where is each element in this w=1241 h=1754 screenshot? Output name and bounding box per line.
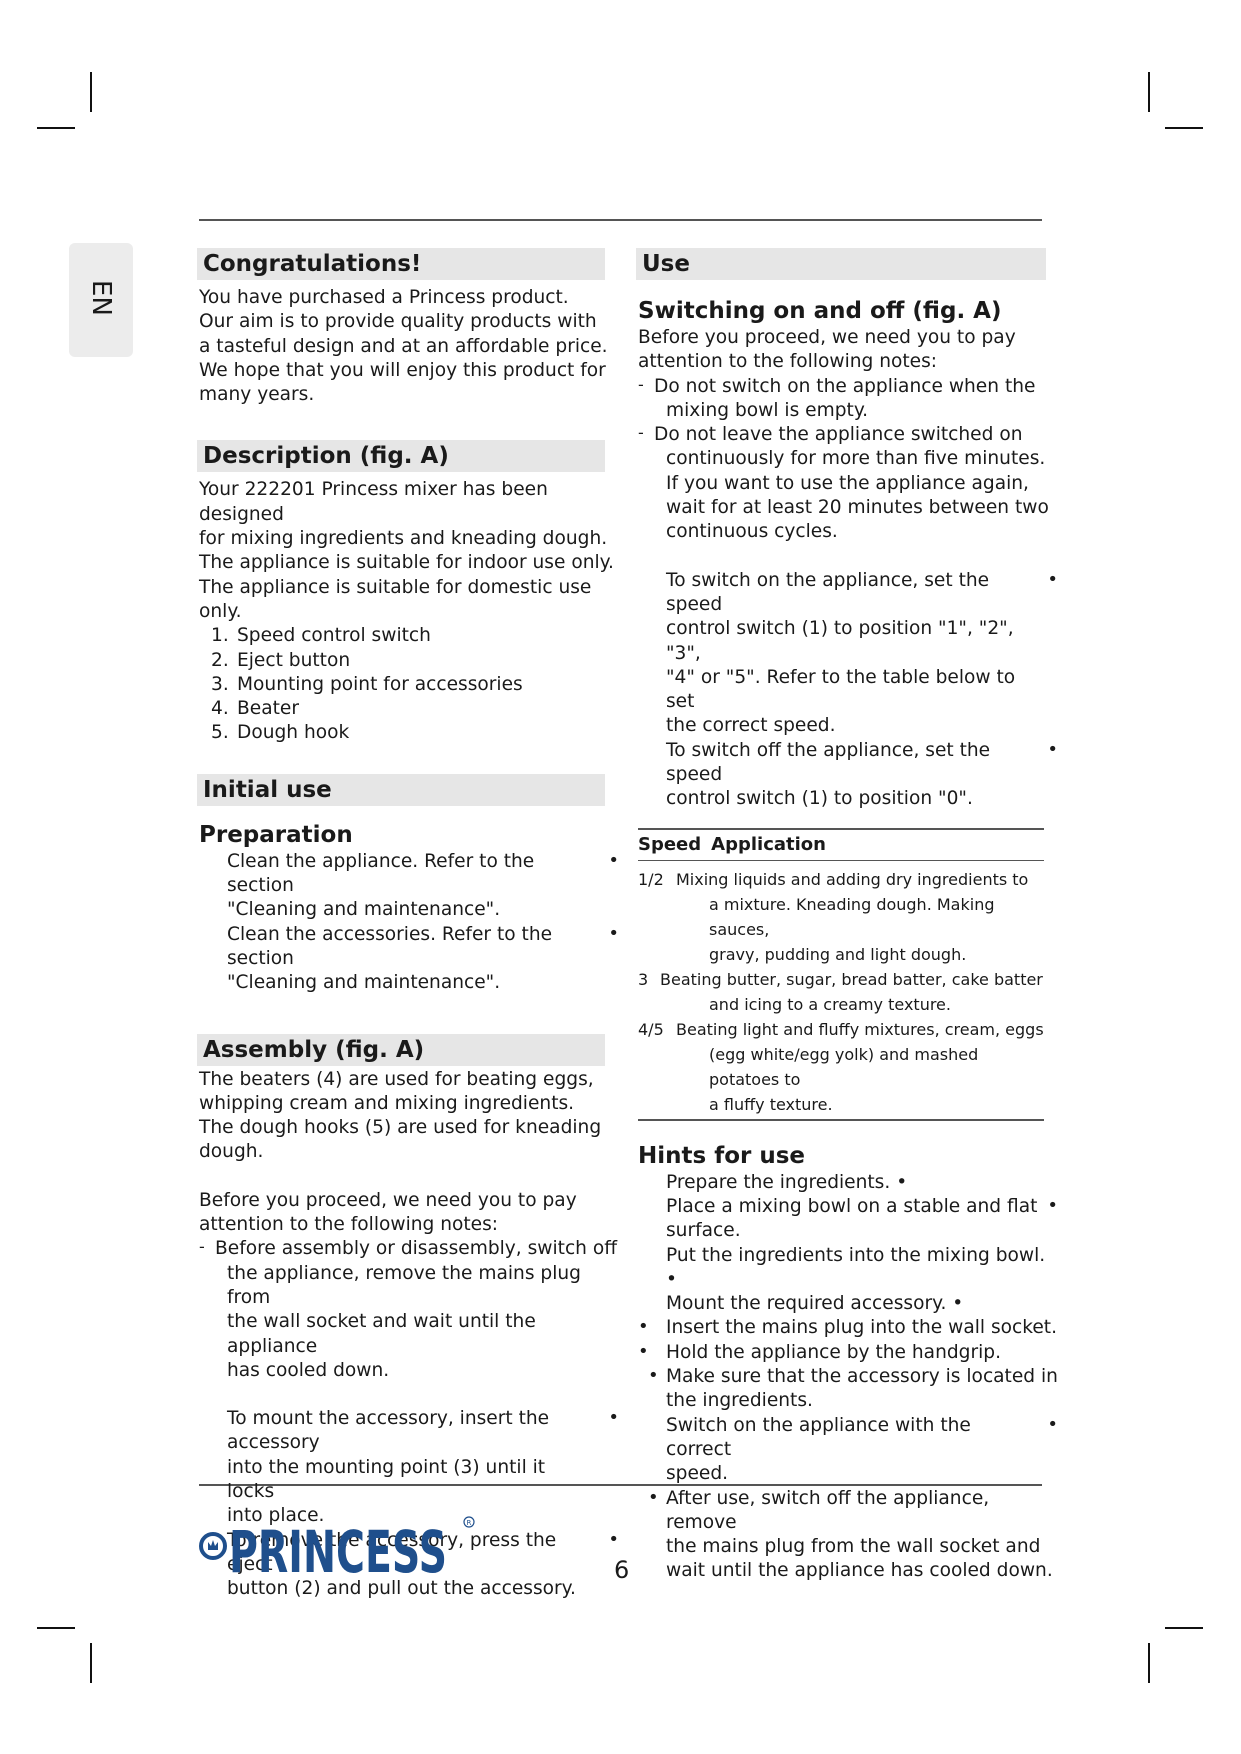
table-header-speed: Speed <box>638 833 702 855</box>
list-item: 4. Beater <box>211 698 299 720</box>
bullet-icon: • <box>608 849 619 871</box>
top-rule <box>199 219 1042 221</box>
crop-mark <box>37 127 75 129</box>
table-row: 4/5 Beating light and fluffy mixtures, cream, eggs (egg white/egg yolk) and mashed potatoes to a fluffy texture. <box>638 1017 1044 1117</box>
speed-table <box>638 828 1044 1121</box>
preparation-step: Clean the appliance. Refer to the section "Cleaning and maintenance". • <box>227 849 619 921</box>
brand-wordmark: PRINCESS <box>229 1518 447 1582</box>
parts-list <box>199 624 619 745</box>
description-line: The appliance is suitable for indoor use only. <box>199 552 614 574</box>
preparation-step: Clean the accessories. Refer to the section "Cleaning and maintenance". • <box>227 922 619 994</box>
use-heading: Use <box>636 248 1046 280</box>
bullet-icon: • <box>896 1171 908 1193</box>
svg-text:R: R <box>466 1519 472 1527</box>
switch-off-instruction: To switch off the appliance, set the speed control switch (1) to position "0". • <box>666 738 1058 810</box>
crop-mark <box>37 1627 75 1629</box>
right-column <box>638 248 1058 1584</box>
bullet-icon: • <box>638 1340 649 1362</box>
list-item: 3. Mounting point for accessories <box>211 673 523 695</box>
notes-intro: Before you proceed, we need you to pay <box>199 1189 577 1211</box>
list-item: 1. Speed control switch <box>211 625 431 647</box>
congrats-line: You have purchased a Princess product. <box>199 287 569 308</box>
assembly-line: The beaters (4) are used for beating eggs, <box>199 1068 594 1090</box>
princess-logo-graphic <box>199 1512 479 1582</box>
speed-cell: 4/5 <box>638 1019 664 1039</box>
bullet-icon: • <box>608 1407 619 1429</box>
bullet-icon: • <box>1047 1194 1058 1216</box>
table-row: 3 Beating butter, sugar, bread batter, cake batter and icing to a creamy texture. <box>638 967 1044 1017</box>
list-item: 2. Eject button <box>211 649 351 671</box>
princess-logo <box>199 1512 479 1582</box>
description-line: Your 222201 Princess mixer has been designed <box>199 479 548 525</box>
congrats-line: a tasteful design and at an affordable price. <box>199 335 608 357</box>
mount-instruction: To mount the accessory, insert the accessory into the mounting point (3) until it locks into place. • <box>227 1407 619 1527</box>
congratulations-heading: Congratulations! <box>197 248 605 280</box>
bullet-icon: • <box>1047 1413 1058 1435</box>
hint-item: • After use, switch off the appliance, remove the mains plug from the wall socket and wait until the appliance has cooled down. <box>648 1486 1053 1582</box>
hints-heading: Hints for use <box>638 1142 806 1169</box>
speed-cell: 3 <box>638 969 649 989</box>
language-tab-label: EN <box>86 280 116 316</box>
bullet-icon: • <box>638 1316 649 1338</box>
page-number: 6 <box>614 1556 630 1584</box>
list-item: 5. Dough hook <box>211 722 350 744</box>
hint-item: • Make sure that the accessory is located in the ingredients. <box>648 1365 1058 1412</box>
table-header <box>638 830 1044 861</box>
switching-note: - Do not leave the appliance switched on <box>638 423 1058 447</box>
bullet-icon: • <box>608 1528 619 1550</box>
description-line: for mixing ingredients and kneading dough. <box>199 528 608 550</box>
preparation-heading: Preparation <box>199 821 353 848</box>
table-row: 1/2 Mixing liquids and adding dry ingredients to a mixture. Kneading dough. Making sauces, gravy, pudding and light dough. <box>638 867 1044 967</box>
assembly-line: dough. <box>199 1141 264 1163</box>
speed-cell: 1/2 <box>638 869 664 889</box>
hint-item: Put the ingredients into the mixing bowl. • <box>666 1244 1046 1290</box>
crop-mark <box>1165 127 1203 129</box>
description-heading: Description (fig. A) <box>197 440 605 472</box>
hint-item: Mount the required accessory. • <box>666 1293 964 1315</box>
description-line: The appliance is suitable for domestic use only. <box>199 576 592 622</box>
initial-use-heading: Initial use <box>197 774 605 806</box>
bullet-icon: • <box>1047 568 1058 590</box>
hint-item: Prepare the ingredients. • <box>666 1171 908 1193</box>
congrats-line: Our aim is to provide quality products with <box>199 311 597 333</box>
assembly-note-continued: the appliance, remove the mains plug from the wall socket and wait until the appliance has cooled down. <box>227 1262 581 1381</box>
assembly-heading: Assembly (fig. A) <box>197 1034 605 1066</box>
bullet-icon: • <box>648 1365 659 1387</box>
bullet-icon: • <box>648 1486 659 1508</box>
notes-intro: attention to the following notes: <box>199 1214 499 1236</box>
language-tab <box>69 243 133 357</box>
left-column <box>199 248 619 1601</box>
assembly-line: The dough hooks (5) are used for kneading <box>199 1117 602 1139</box>
assembly-note: - Before assembly or disassembly, switch off <box>199 1237 619 1261</box>
bullet-icon: • <box>666 1268 677 1290</box>
congrats-line: We hope that you will enjoy this product for <box>199 359 606 381</box>
crop-mark <box>90 1643 92 1683</box>
switching-heading: Switching on and off (fig. A) <box>638 298 1002 324</box>
switching-note-continued: mixing bowl is empty. <box>666 399 869 421</box>
switching-intro: attention to the following notes: <box>638 351 938 373</box>
bullet-icon: • <box>952 1293 964 1315</box>
hint-item: Place a mixing bowl on a stable and flat surface. • <box>666 1194 1058 1242</box>
crop-mark <box>1148 72 1150 112</box>
hint-item: Switch on the appliance with the correct speed. • <box>666 1413 1058 1485</box>
table-header-application: Application <box>711 833 826 855</box>
bullet-icon: • <box>1047 738 1058 760</box>
switching-note: - Do not switch on the appliance when the <box>638 375 1058 399</box>
crop-mark <box>1165 1627 1203 1629</box>
congrats-line: many years. <box>199 384 315 406</box>
switch-on-instruction: To switch on the appliance, set the speed control switch (1) to position "1", "2", "3", "4" or "5". Refer to the table below to set the correct speed. • <box>666 568 1058 737</box>
hint-item: • Hold the appliance by the handgrip. <box>638 1340 1001 1363</box>
bullet-icon: • <box>608 922 619 944</box>
switching-note-continued: continuously for more than five minutes. If you want to use the appliance again, wait for at least 20 minutes between two continuous cycles. <box>666 448 1049 543</box>
assembly-line: whipping cream and mixing ingredients. <box>199 1092 575 1114</box>
crop-mark <box>90 72 92 112</box>
crop-mark <box>1148 1643 1150 1683</box>
switching-intro: Before you proceed, we need you to pay <box>638 327 1016 348</box>
remove-instruction: To remove the accessory, press the eject button (2) and pull out the accessory. • <box>227 1528 619 1600</box>
hint-item: • Insert the mains plug into the wall socket. <box>638 1316 1058 1339</box>
